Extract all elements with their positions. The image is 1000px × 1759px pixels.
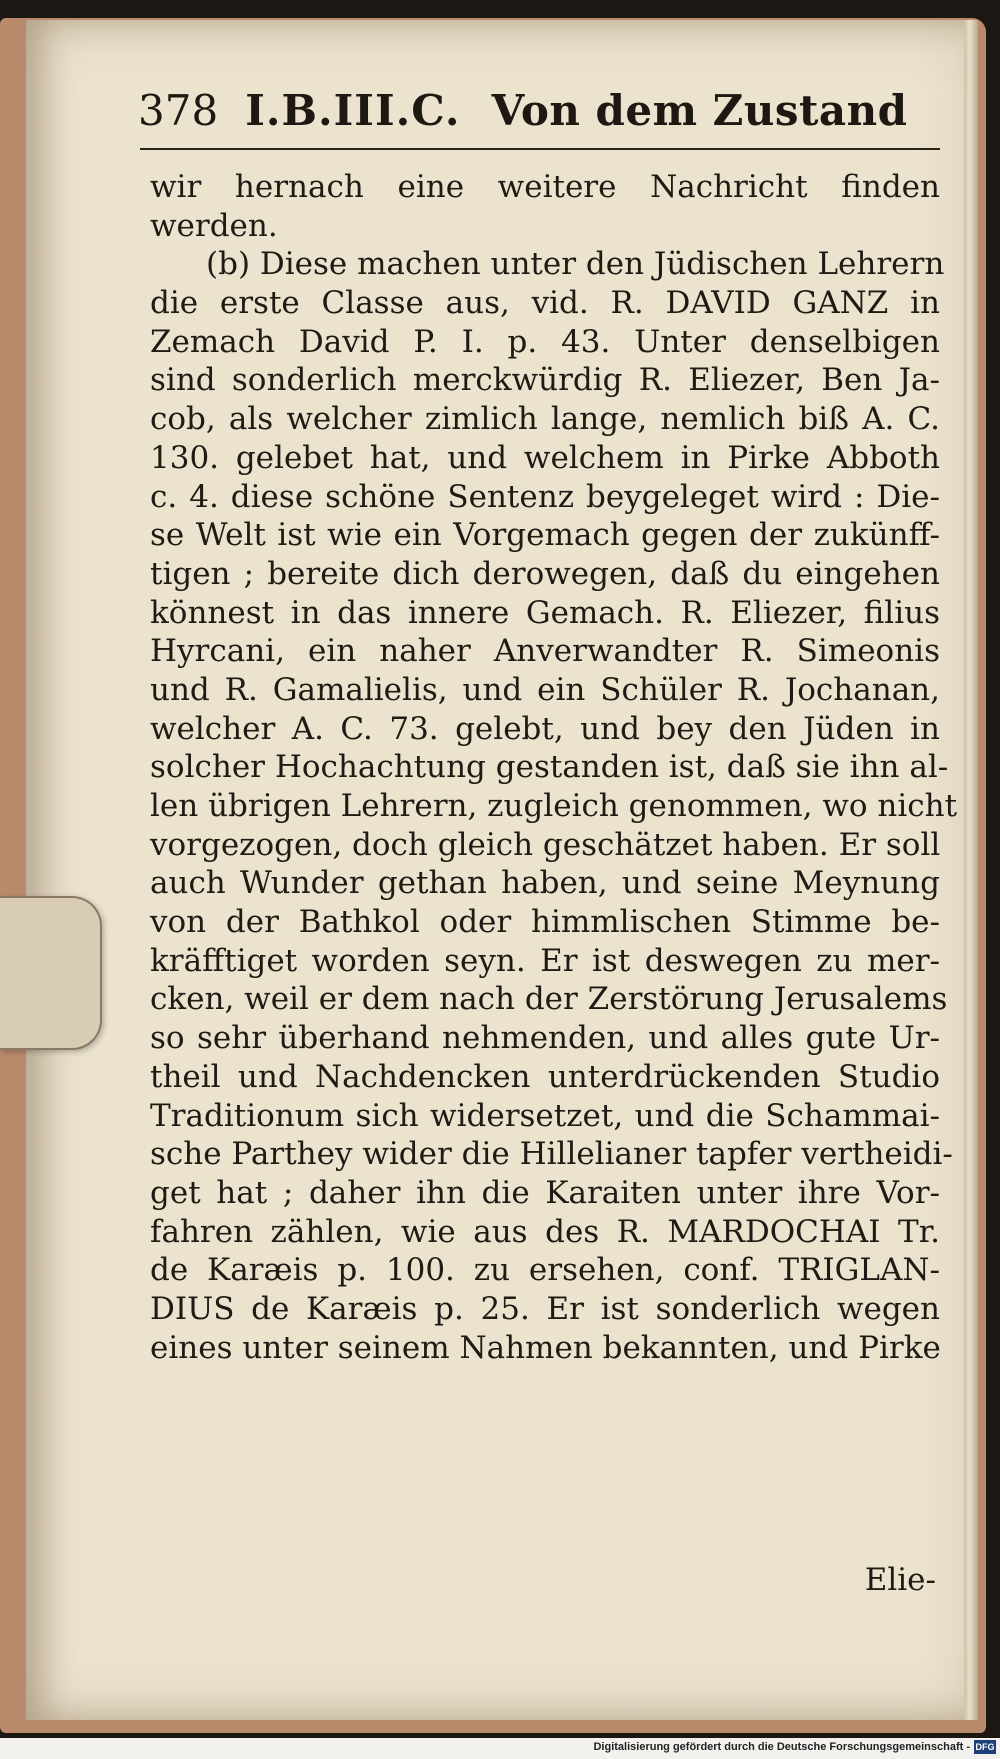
text-line: solcher Hochachtung gestanden ist, daß sie ihn al-: [150, 749, 949, 786]
text-line: könnest in das innere Gemach. R. Eliezer, filius: [150, 594, 940, 631]
text-line: Zemach David P. I. p. 43. Unter denselbigen: [150, 323, 940, 360]
running-header: [138, 86, 938, 144]
text-line: cob, als welcher zimlich lange, nemlich biß A. C.: [150, 401, 940, 438]
text-line: (b) Diese machen unter den Jüdischen Lehrern: [206, 246, 945, 283]
text-line: kräfftiget worden seyn. Er ist deswegen zu mer-: [150, 942, 940, 979]
page-number: 378: [138, 86, 219, 135]
funding-credit: Digitalisierung gefördert durch die Deutsche Forschungsgemeinschaft -: [593, 1741, 970, 1753]
text-line: werden.: [150, 207, 278, 244]
text-line: von der Bathkol oder himmlischen Stimme be-: [150, 904, 940, 941]
header-rule: [140, 148, 940, 150]
dfg-logo-icon: DFG: [975, 1742, 995, 1752]
section-reference: I.B.III.C.: [245, 86, 461, 135]
text-line: und R. Gamalielis, und ein Schüler R. Jochanan,: [150, 671, 940, 708]
text-line: de Karæis p. 100. zu ersehen, conf. TRIGLAN-: [150, 1252, 940, 1289]
body-text: [150, 168, 958, 1367]
text-line: c. 4. diese schöne Sentenz beygeleget wird : Die-: [150, 478, 940, 515]
text-line: wir hernach eine weitere Nachricht finden: [150, 169, 940, 205]
running-title: Von dem Zustand: [491, 86, 908, 135]
text-line: 130. gelebet hat, und welchem in Pirke Abboth: [150, 439, 940, 476]
text-line: Hyrcani, ein naher Anverwandter R. Simeonis: [150, 633, 940, 670]
digitization-footer: [0, 1738, 1000, 1759]
text-line: vorgezogen, doch gleich geschätzet haben. Er soll: [150, 826, 941, 863]
text-line: get hat ; daher ihn die Karaiten unter ihre Vor-: [150, 1174, 940, 1211]
text-line: Traditionum sich widersetzet, und die Schammai-: [150, 1097, 940, 1134]
text-line: eines unter seinem Nahmen bekannten, und Pirke: [150, 1329, 941, 1366]
text-line: fahren zählen, wie aus des R. MARDOCHAI Tr.: [150, 1213, 940, 1250]
text-line: tigen ; bereite dich derowegen, daß du eingehen: [150, 555, 940, 592]
text-line: auch Wunder gethan haben, und seine Meynung: [150, 865, 940, 902]
text-line: cken, weil er dem nach der Zerstörung Jerusalems: [150, 981, 948, 1018]
text-line: sche Parthey wider die Hillelianer tapfer vertheidi-: [150, 1136, 953, 1173]
text-line: DIUS de Karæis p. 25. Er ist sonderlich wegen: [150, 1290, 940, 1327]
page-fore-edge: [964, 20, 978, 1720]
text-line: sind sonderlich merckwürdig R. Eliezer, Ben Ja-: [150, 362, 940, 399]
page-clip-tab: [0, 896, 102, 1050]
text-line: len übrigen Lehrern, zugleich genommen, wo nicht: [150, 788, 958, 824]
text-line: welcher A. C. 73. gelebt, und bey den Jüden in: [150, 710, 940, 747]
text-line: die erste Classe aus, vid. R. DAVID GANZ in: [150, 285, 940, 322]
text-line: so sehr überhand nehmenden, und alles gute Ur-: [150, 1020, 940, 1057]
text-line: se Welt ist wie ein Vorgemach gegen der zukünff-: [150, 517, 940, 554]
catchword: Elie-: [864, 1562, 936, 1598]
text-line: theil und Nachdencken unterdrückenden Studio: [150, 1058, 940, 1095]
